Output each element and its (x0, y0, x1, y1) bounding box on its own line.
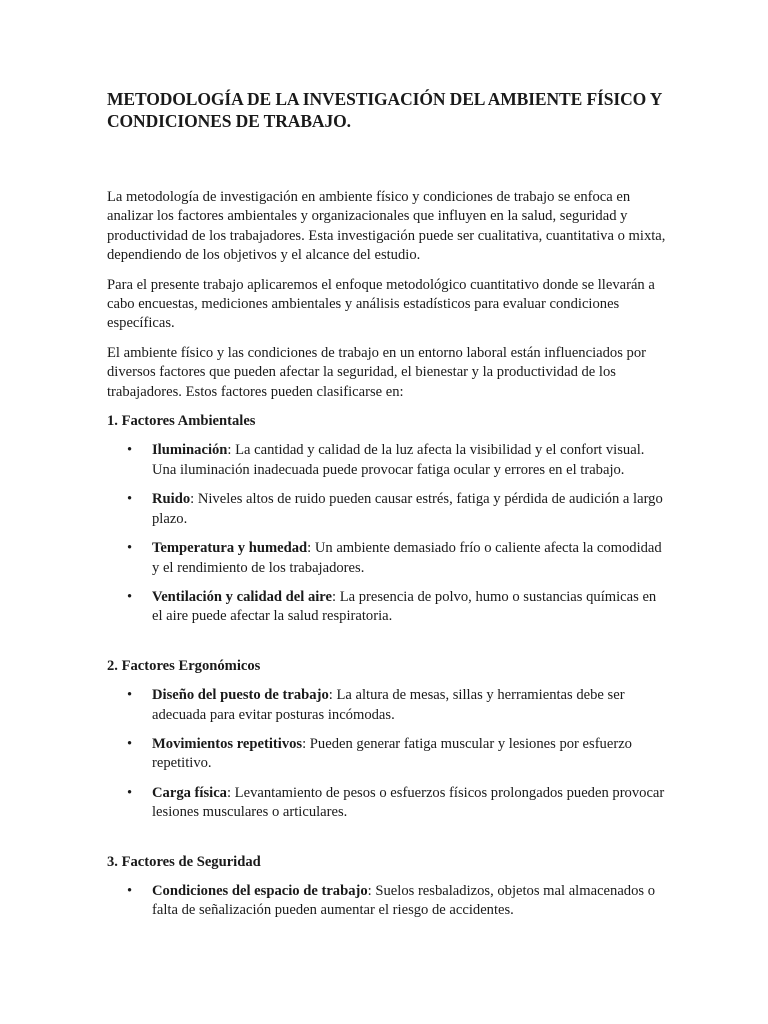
list-item (107, 539, 667, 578)
section-heading: 1. Factores Ambientales (107, 413, 256, 430)
section-heading: 2. Factores Ergonómicos (107, 657, 261, 674)
bullet-icon: • (127, 491, 133, 508)
section-heading: 3. Factores de Seguridad (107, 853, 261, 870)
item-text: : Suelos resbaladizos, objetos mal almacenados o falta de señalización pueden aumentar el riesgo de accidentes. (152, 882, 656, 919)
item-text: : Pueden generar fatiga muscular y lesiones por esfuerzo repetitivo. (152, 735, 632, 772)
list-item (107, 784, 667, 823)
bullet-icon: • (127, 687, 133, 704)
document-page (107, 88, 667, 931)
item-term: Temperatura y humedad (152, 540, 308, 557)
item-term: Carga física (152, 784, 227, 801)
item-term: Condiciones del espacio de trabajo (152, 882, 368, 899)
item-text: : Levantamiento de pesos o esfuerzos físicos prolongados pueden provocar lesiones musculares o articulares. (152, 784, 665, 821)
bullet-list (107, 882, 667, 921)
list-item (107, 441, 667, 480)
list-item (107, 588, 667, 627)
item-term: Diseño del puesto de trabajo (152, 687, 329, 704)
list-item (107, 686, 667, 725)
item-term: Ruido (152, 491, 191, 508)
item-text: : La presencia de polvo, humo o sustancias químicas en el aire puede afectar la salud respiratoria. (152, 588, 657, 625)
bullet-list (107, 441, 667, 626)
document-title: METODOLOGÍA DE LA INVESTIGACIÓN DEL AMBIENTE FÍSICO Y CONDICIONES DE TRABAJO. (107, 89, 662, 131)
bullet-icon: • (127, 540, 133, 557)
item-text: : Niveles altos de ruido pueden causar estrés, fatiga y pérdida de audición a largo plazo. (152, 491, 663, 527)
method-paragraph: Para el presente trabajo aplicaremos el enfoque metodológico cuantitativo donde se llevarán a cabo encuestas, mediciones ambientales y análisis estadísticos para evaluar condiciones específicas. (107, 276, 655, 332)
item-term: Iluminación (152, 442, 228, 459)
intro-paragraph: La metodología de investigación en ambiente físico y condiciones de trabajo se enfoca en analizar los factores ambientales y organizacionales que influyen en la salud, seguridad y productividad de los trabajadores. Esta investigación puede ser cualitativa, cuantitativa o mixta, dependiendo de los objetivos y el alcance del estudio. (107, 189, 666, 264)
section-seguridad (107, 853, 667, 921)
bullet-list (107, 686, 667, 822)
item-term: Ventilación y calidad del aire (152, 588, 332, 605)
section-ambientales (107, 412, 667, 627)
item-text: : La altura de mesas, sillas y herramientas debe ser adecuada para evitar posturas incómodas. (152, 687, 625, 723)
bullet-icon: • (127, 735, 133, 752)
item-text: : La cantidad y calidad de la luz afecta la visibilidad y el confort visual. Una iluminación inadecuada puede provocar fatiga ocular y errores en el trabajo. (152, 442, 645, 478)
factors-intro-paragraph: El ambiente físico y las condiciones de trabajo en un entorno laboral están influenciados por diversos factores que pueden afectar la seguridad, el bienestar y la productividad de los trabajadores. Estos factores pueden clasificarse en: (107, 344, 646, 400)
list-item (107, 490, 667, 529)
list-item (107, 735, 667, 774)
bullet-icon: • (127, 784, 133, 801)
section-ergonomicos (107, 657, 667, 823)
bullet-icon: • (127, 882, 133, 899)
item-text: : Un ambiente demasiado frío o caliente afecta la comodidad y el rendimiento de los trabajadores. (152, 540, 662, 576)
list-item (107, 882, 667, 921)
bullet-icon: • (127, 588, 133, 605)
item-term: Movimientos repetitivos (152, 735, 303, 752)
bullet-icon: • (127, 442, 133, 459)
